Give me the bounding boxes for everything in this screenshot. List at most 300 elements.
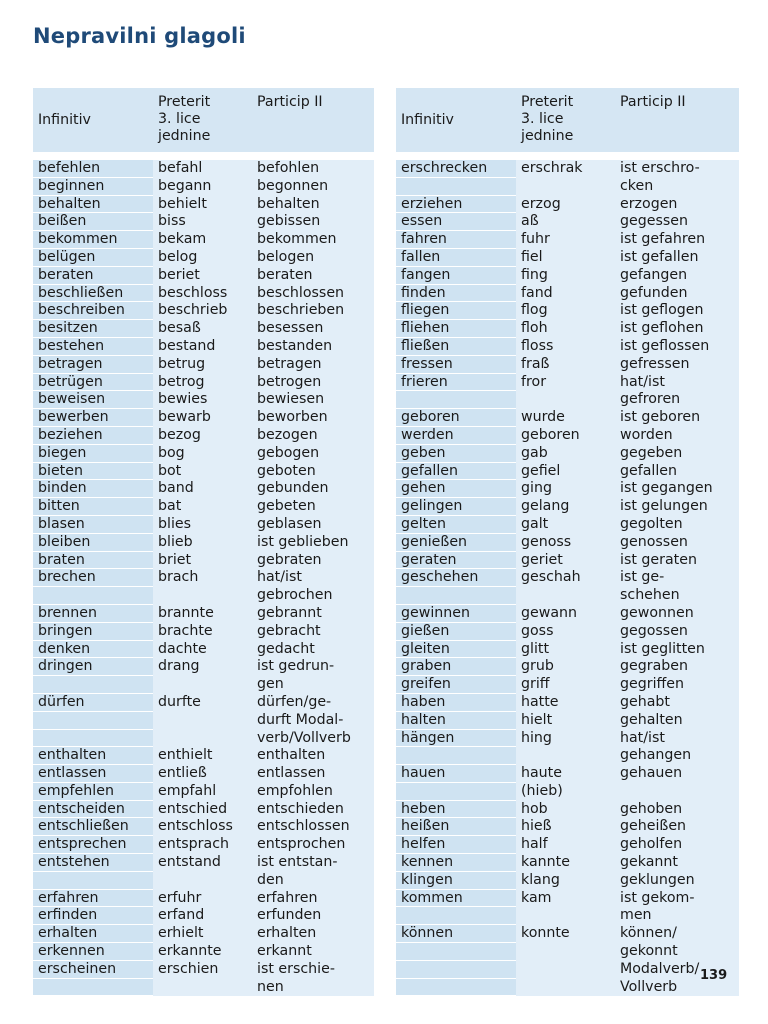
table-row xyxy=(396,356,739,374)
participle-cell: ist ge- xyxy=(615,569,739,587)
preterit-cell: hieß xyxy=(516,818,615,836)
preterit-cell: begann xyxy=(153,178,252,196)
infinitiv-cell: blasen xyxy=(33,516,153,534)
table-row xyxy=(33,979,374,997)
preterit-cell: gelang xyxy=(516,498,615,516)
participle-cell: bezogen xyxy=(252,427,374,445)
infinitiv-cell: hauen xyxy=(396,765,516,783)
participle-cell: gebunden xyxy=(252,480,374,498)
infinitiv-cell: beziehen xyxy=(33,427,153,445)
header-infinitiv: Infinitiv xyxy=(33,88,153,152)
participle-cell: erhalten xyxy=(252,925,374,943)
infinitiv-cell: beraten xyxy=(33,267,153,285)
participle-cell: erfahren xyxy=(252,890,374,908)
table-row xyxy=(396,979,739,997)
infinitiv-cell: halten xyxy=(396,712,516,730)
table-row xyxy=(396,196,739,214)
infinitiv-cell xyxy=(33,587,153,605)
table-row xyxy=(396,783,739,801)
infinitiv-cell xyxy=(396,943,516,961)
participle-cell: ist gegangen xyxy=(615,480,739,498)
preterit-cell: blies xyxy=(153,516,252,534)
participle-cell: beschrieben xyxy=(252,302,374,320)
infinitiv-cell: gehen xyxy=(396,480,516,498)
preterit-cell: (hieb) xyxy=(516,783,615,801)
infinitiv-cell: klingen xyxy=(396,872,516,890)
preterit-cell: griff xyxy=(516,676,615,694)
preterit-cell: brannte xyxy=(153,605,252,623)
infinitiv-cell: entschließen xyxy=(33,818,153,836)
participle-cell: geklungen xyxy=(615,872,739,890)
table-row xyxy=(33,285,374,303)
infinitiv-cell: werden xyxy=(396,427,516,445)
table-row xyxy=(33,445,374,463)
preterit-cell: gewann xyxy=(516,605,615,623)
table-row xyxy=(33,338,374,356)
infinitiv-cell: hängen xyxy=(396,730,516,748)
participle-cell: erkannt xyxy=(252,943,374,961)
table-header xyxy=(396,88,739,152)
table-row xyxy=(33,783,374,801)
table-row xyxy=(33,818,374,836)
verbs-table-right xyxy=(396,88,739,996)
table-row xyxy=(33,267,374,285)
header-participle: Particip II xyxy=(615,88,739,152)
infinitiv-cell: gießen xyxy=(396,623,516,641)
table-row xyxy=(33,249,374,267)
table-row xyxy=(33,943,374,961)
infinitiv-cell: fangen xyxy=(396,267,516,285)
infinitiv-cell xyxy=(33,979,153,997)
participle-cell: schehen xyxy=(615,587,739,605)
preterit-cell: gefiel xyxy=(516,463,615,481)
participle-cell: Vollverb xyxy=(615,979,739,997)
table-row xyxy=(33,658,374,676)
participle-cell: worden xyxy=(615,427,739,445)
preterit-cell: band xyxy=(153,480,252,498)
participle-cell: gefallen xyxy=(615,463,739,481)
preterit-cell: erhielt xyxy=(153,925,252,943)
table-header xyxy=(33,88,374,152)
preterit-cell: entschloss xyxy=(153,818,252,836)
table-row xyxy=(396,801,739,819)
table-row xyxy=(33,463,374,481)
participle-cell: gehangen xyxy=(615,747,739,765)
infinitiv-cell: fahren xyxy=(396,231,516,249)
table-row xyxy=(396,818,739,836)
preterit-cell xyxy=(516,943,615,961)
preterit-cell: glitt xyxy=(516,641,615,659)
preterit-cell: aß xyxy=(516,213,615,231)
table-row xyxy=(396,605,739,623)
infinitiv-cell: gefallen xyxy=(396,463,516,481)
infinitiv-cell: haben xyxy=(396,694,516,712)
preterit-cell: goss xyxy=(516,623,615,641)
preterit-cell: bewarb xyxy=(153,409,252,427)
infinitiv-cell: genießen xyxy=(396,534,516,552)
preterit-cell: bat xyxy=(153,498,252,516)
infinitiv-cell: bieten xyxy=(33,463,153,481)
participle-cell: geboten xyxy=(252,463,374,481)
infinitiv-cell: fliehen xyxy=(396,320,516,338)
infinitiv-cell: bekommen xyxy=(33,231,153,249)
participle-cell xyxy=(615,783,739,801)
preterit-cell xyxy=(516,587,615,605)
participle-cell: gefunden xyxy=(615,285,739,303)
table-row xyxy=(396,694,739,712)
page-number: 139 xyxy=(700,968,728,983)
table-row xyxy=(396,961,739,979)
table-row xyxy=(33,231,374,249)
participle-cell: ist gefallen xyxy=(615,249,739,267)
table-row xyxy=(396,516,739,534)
preterit-cell: beriet xyxy=(153,267,252,285)
infinitiv-cell xyxy=(396,178,516,196)
table-row xyxy=(33,765,374,783)
participle-cell: gegossen xyxy=(615,623,739,641)
infinitiv-cell xyxy=(33,730,153,748)
preterit-cell: bekam xyxy=(153,231,252,249)
participle-cell: ist geglitten xyxy=(615,641,739,659)
infinitiv-cell: brechen xyxy=(33,569,153,587)
participle-cell: gewonnen xyxy=(615,605,739,623)
infinitiv-cell: helfen xyxy=(396,836,516,854)
table-row xyxy=(33,961,374,979)
table-row xyxy=(33,498,374,516)
infinitiv-cell: dringen xyxy=(33,658,153,676)
table-row xyxy=(33,213,374,231)
preterit-cell: kam xyxy=(516,890,615,908)
infinitiv-cell: behalten xyxy=(33,196,153,214)
infinitiv-cell: beschreiben xyxy=(33,302,153,320)
table-row xyxy=(33,872,374,890)
preterit-cell: erschien xyxy=(153,961,252,979)
table-row xyxy=(396,427,739,445)
table-row xyxy=(396,676,739,694)
preterit-cell: enthielt xyxy=(153,747,252,765)
table-row xyxy=(33,534,374,552)
infinitiv-cell: befehlen xyxy=(33,160,153,178)
table-row xyxy=(396,587,739,605)
table-row xyxy=(396,480,739,498)
infinitiv-cell: braten xyxy=(33,552,153,570)
infinitiv-cell: können xyxy=(396,925,516,943)
table-row xyxy=(33,409,374,427)
preterit-cell: geboren xyxy=(516,427,615,445)
preterit-cell: brach xyxy=(153,569,252,587)
header-participle: Particip II xyxy=(252,88,374,152)
preterit-cell: bewies xyxy=(153,391,252,409)
table-row xyxy=(396,943,739,961)
table-row xyxy=(33,836,374,854)
infinitiv-cell: besitzen xyxy=(33,320,153,338)
participle-cell: ist erschie- xyxy=(252,961,374,979)
participle-cell: beraten xyxy=(252,267,374,285)
table-row xyxy=(396,569,739,587)
participle-cell: gefangen xyxy=(615,267,739,285)
participle-cell: gebrochen xyxy=(252,587,374,605)
preterit-cell: entschied xyxy=(153,801,252,819)
infinitiv-cell: bewerben xyxy=(33,409,153,427)
participle-cell: gehoben xyxy=(615,801,739,819)
infinitiv-cell: gewinnen xyxy=(396,605,516,623)
infinitiv-cell: entstehen xyxy=(33,854,153,872)
table-row xyxy=(33,569,374,587)
table-row xyxy=(396,178,739,196)
preterit-cell: gab xyxy=(516,445,615,463)
preterit-cell: erfuhr xyxy=(153,890,252,908)
preterit-cell: beschrieb xyxy=(153,302,252,320)
participle-cell: den xyxy=(252,872,374,890)
table-row xyxy=(33,391,374,409)
infinitiv-cell: gleiten xyxy=(396,641,516,659)
preterit-cell: dachte xyxy=(153,641,252,659)
participle-cell: gen xyxy=(252,676,374,694)
preterit-cell: fiel xyxy=(516,249,615,267)
infinitiv-cell: frieren xyxy=(396,374,516,392)
infinitiv-cell: fressen xyxy=(396,356,516,374)
infinitiv-cell: beschließen xyxy=(33,285,153,303)
table-row xyxy=(396,658,739,676)
page-title: Nepravilni glagoli xyxy=(33,24,246,48)
participle-cell: entsprochen xyxy=(252,836,374,854)
participle-cell: betrogen xyxy=(252,374,374,392)
preterit-cell: geriet xyxy=(516,552,615,570)
infinitiv-cell: bleiben xyxy=(33,534,153,552)
infinitiv-cell: beißen xyxy=(33,213,153,231)
table-row xyxy=(396,249,739,267)
table-row xyxy=(33,676,374,694)
participle-cell: genossen xyxy=(615,534,739,552)
participle-cell: gedacht xyxy=(252,641,374,659)
table-row xyxy=(33,587,374,605)
table-row xyxy=(33,320,374,338)
verbs-table-left xyxy=(33,88,374,996)
participle-cell: ist geboren xyxy=(615,409,739,427)
participle-cell: hat/ist xyxy=(252,569,374,587)
participle-cell: gefroren xyxy=(615,391,739,409)
preterit-cell: flog xyxy=(516,302,615,320)
table-row xyxy=(396,552,739,570)
participle-cell: hat/ist xyxy=(615,730,739,748)
infinitiv-cell: dürfen xyxy=(33,694,153,712)
table-row xyxy=(396,641,739,659)
infinitiv-cell: geraten xyxy=(396,552,516,570)
participle-cell: ist entstan- xyxy=(252,854,374,872)
preterit-cell: hielt xyxy=(516,712,615,730)
table-row xyxy=(33,801,374,819)
preterit-cell xyxy=(153,730,252,748)
participle-cell: gebraten xyxy=(252,552,374,570)
table-row xyxy=(33,623,374,641)
preterit-cell: geschah xyxy=(516,569,615,587)
participle-cell: durft Modal- xyxy=(252,712,374,730)
infinitiv-cell: betragen xyxy=(33,356,153,374)
table-row xyxy=(396,890,739,908)
table-row xyxy=(396,872,739,890)
preterit-cell xyxy=(516,961,615,979)
preterit-cell: fror xyxy=(516,374,615,392)
preterit-cell: blieb xyxy=(153,534,252,552)
preterit-cell: entstand xyxy=(153,854,252,872)
preterit-cell: kannte xyxy=(516,854,615,872)
preterit-cell xyxy=(516,907,615,925)
preterit-cell: briet xyxy=(153,552,252,570)
preterit-cell xyxy=(516,979,615,997)
participle-cell: geheißen xyxy=(615,818,739,836)
table-row xyxy=(33,907,374,925)
infinitiv-cell: erhalten xyxy=(33,925,153,943)
header-infinitiv: Infinitiv xyxy=(396,88,516,152)
preterit-cell: bezog xyxy=(153,427,252,445)
participle-cell: gekonnt xyxy=(615,943,739,961)
preterit-cell: bot xyxy=(153,463,252,481)
participle-cell: ist geraten xyxy=(615,552,739,570)
table-row xyxy=(396,907,739,925)
infinitiv-cell xyxy=(33,712,153,730)
participle-cell: gehalten xyxy=(615,712,739,730)
participle-cell: gegriffen xyxy=(615,676,739,694)
infinitiv-cell: beweisen xyxy=(33,391,153,409)
preterit-cell: bestand xyxy=(153,338,252,356)
table-row xyxy=(396,623,739,641)
participle-cell: behalten xyxy=(252,196,374,214)
preterit-cell: hatte xyxy=(516,694,615,712)
participle-cell: begonnen xyxy=(252,178,374,196)
participle-cell: cken xyxy=(615,178,739,196)
participle-cell: ist geblieben xyxy=(252,534,374,552)
infinitiv-cell: kommen xyxy=(396,890,516,908)
infinitiv-cell xyxy=(396,961,516,979)
preterit-cell: erschrak xyxy=(516,160,615,178)
table-row xyxy=(396,409,739,427)
participle-cell: ist geflohen xyxy=(615,320,739,338)
preterit-cell: entließ xyxy=(153,765,252,783)
participle-cell: erzogen xyxy=(615,196,739,214)
infinitiv-cell xyxy=(396,587,516,605)
preterit-cell: galt xyxy=(516,516,615,534)
table-row xyxy=(396,213,739,231)
table-row xyxy=(396,160,739,178)
participle-cell: Modalverb/ xyxy=(615,961,739,979)
participle-cell: bestanden xyxy=(252,338,374,356)
table-row xyxy=(33,641,374,659)
preterit-cell: erzog xyxy=(516,196,615,214)
participle-cell: verb/Vollverb xyxy=(252,730,374,748)
infinitiv-cell: bringen xyxy=(33,623,153,641)
participle-cell: ist erschro- xyxy=(615,160,739,178)
preterit-cell: ging xyxy=(516,480,615,498)
participle-cell: belogen xyxy=(252,249,374,267)
infinitiv-cell: erschrecken xyxy=(396,160,516,178)
table-row xyxy=(33,302,374,320)
participle-cell: gekannt xyxy=(615,854,739,872)
infinitiv-cell: erkennen xyxy=(33,943,153,961)
preterit-cell: entsprach xyxy=(153,836,252,854)
preterit-cell: betrug xyxy=(153,356,252,374)
table-row xyxy=(33,730,374,748)
table-row xyxy=(396,285,739,303)
infinitiv-cell: erfinden xyxy=(33,907,153,925)
preterit-cell: belog xyxy=(153,249,252,267)
table-row xyxy=(33,196,374,214)
infinitiv-cell: entscheiden xyxy=(33,801,153,819)
preterit-cell: floh xyxy=(516,320,615,338)
participle-cell: hat/ist xyxy=(615,374,739,392)
header-preterit: Preterit 3. lice jednine xyxy=(153,88,252,152)
participle-cell: geblasen xyxy=(252,516,374,534)
infinitiv-cell: beginnen xyxy=(33,178,153,196)
preterit-cell xyxy=(153,712,252,730)
preterit-cell: beschloss xyxy=(153,285,252,303)
participle-cell: gebrannt xyxy=(252,605,374,623)
infinitiv-cell: heißen xyxy=(396,818,516,836)
infinitiv-cell: enthalten xyxy=(33,747,153,765)
preterit-cell: wurde xyxy=(516,409,615,427)
table-row xyxy=(396,320,739,338)
infinitiv-cell: finden xyxy=(396,285,516,303)
participle-cell: gehabt xyxy=(615,694,739,712)
participle-cell: betragen xyxy=(252,356,374,374)
preterit-cell xyxy=(516,747,615,765)
participle-cell: bewiesen xyxy=(252,391,374,409)
preterit-cell: hob xyxy=(516,801,615,819)
infinitiv-cell: bestehen xyxy=(33,338,153,356)
infinitiv-cell: betrügen xyxy=(33,374,153,392)
participle-cell: gegeben xyxy=(615,445,739,463)
preterit-cell: bog xyxy=(153,445,252,463)
preterit-cell xyxy=(153,872,252,890)
participle-cell: ist gekom- xyxy=(615,890,739,908)
infinitiv-cell: empfehlen xyxy=(33,783,153,801)
infinitiv-cell: essen xyxy=(396,213,516,231)
preterit-cell: hing xyxy=(516,730,615,748)
participle-cell: entschieden xyxy=(252,801,374,819)
table-row xyxy=(33,516,374,534)
table-row xyxy=(33,747,374,765)
table-row xyxy=(396,730,739,748)
infinitiv-cell xyxy=(396,391,516,409)
infinitiv-cell: fliegen xyxy=(396,302,516,320)
table-row xyxy=(396,445,739,463)
participle-cell: men xyxy=(615,907,739,925)
preterit-cell xyxy=(153,676,252,694)
infinitiv-cell: binden xyxy=(33,480,153,498)
infinitiv-cell: entlassen xyxy=(33,765,153,783)
participle-cell: gebogen xyxy=(252,445,374,463)
infinitiv-cell: brennen xyxy=(33,605,153,623)
participle-cell: können/ xyxy=(615,925,739,943)
infinitiv-cell: geboren xyxy=(396,409,516,427)
preterit-cell: durfte xyxy=(153,694,252,712)
preterit-cell: befahl xyxy=(153,160,252,178)
infinitiv-cell: erziehen xyxy=(396,196,516,214)
table-row xyxy=(396,302,739,320)
table-row xyxy=(33,712,374,730)
participle-cell: ist gedrun- xyxy=(252,658,374,676)
infinitiv-cell xyxy=(396,979,516,997)
preterit-cell: fand xyxy=(516,285,615,303)
table-row xyxy=(396,765,739,783)
preterit-cell: half xyxy=(516,836,615,854)
table-row xyxy=(33,890,374,908)
infinitiv-cell: greifen xyxy=(396,676,516,694)
infinitiv-cell: fließen xyxy=(396,338,516,356)
table-row xyxy=(33,480,374,498)
preterit-cell: grub xyxy=(516,658,615,676)
preterit-cell: fraß xyxy=(516,356,615,374)
preterit-cell xyxy=(516,391,615,409)
